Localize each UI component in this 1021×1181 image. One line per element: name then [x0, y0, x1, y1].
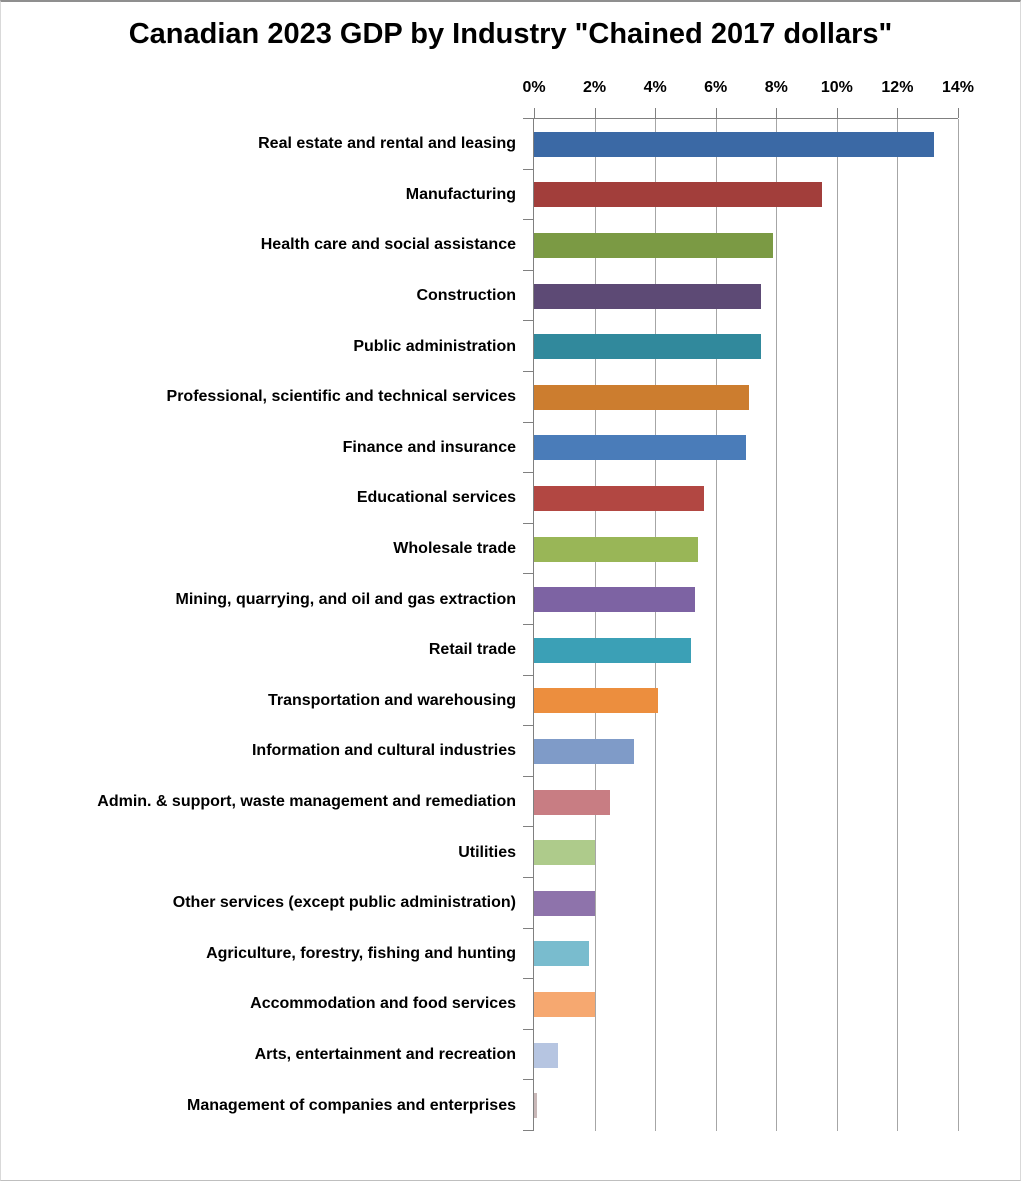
category-tick	[523, 118, 533, 119]
gridline	[776, 119, 777, 1131]
category-label: Transportation and warehousing	[267, 691, 516, 709]
bar	[534, 739, 634, 764]
category-label: Mining, quarrying, and oil and gas extraction	[175, 590, 516, 608]
bar	[534, 891, 595, 916]
category-axis-line	[533, 118, 534, 1131]
plot-area	[522, 79, 975, 1131]
category-tick	[523, 675, 533, 676]
gridline	[716, 119, 717, 1131]
bar	[534, 840, 595, 865]
bar	[534, 941, 589, 966]
bar	[534, 638, 691, 663]
value-axis-line	[534, 118, 958, 119]
category-label: Agriculture, forestry, fishing and hunting	[206, 944, 516, 962]
category-tick	[523, 270, 533, 271]
axis-tick	[534, 108, 535, 118]
x-tick-label: 14%	[941, 79, 975, 96]
axis-tick	[958, 108, 959, 118]
category-label: Retail trade	[428, 641, 516, 659]
x-tick-label: 0%	[522, 79, 546, 96]
category-tick	[523, 725, 533, 726]
category-tick	[523, 472, 533, 473]
bar	[534, 233, 773, 258]
bar	[534, 435, 746, 460]
category-tick	[523, 371, 533, 372]
category-tick	[523, 1079, 533, 1080]
category-label: Educational services	[356, 489, 516, 507]
category-tick	[523, 826, 533, 827]
category-label: Manufacturing	[405, 185, 516, 203]
gridline	[958, 119, 959, 1131]
bar	[534, 537, 698, 562]
bar	[534, 486, 704, 511]
bar	[534, 334, 761, 359]
category-tick	[523, 624, 533, 625]
category-tick	[523, 219, 533, 220]
axis-tick	[897, 108, 898, 118]
bar	[534, 385, 749, 410]
category-label: Professional, scientific and technical services	[166, 388, 516, 406]
x-tick-label: 8%	[764, 79, 788, 96]
category-tick	[523, 422, 533, 423]
x-tick-label: 12%	[881, 79, 914, 96]
axis-tick	[655, 108, 656, 118]
x-tick-label: 6%	[704, 79, 728, 96]
gridline	[655, 119, 656, 1131]
category-label: Real estate and rental and leasing	[258, 135, 516, 153]
bar	[534, 284, 761, 309]
gridline	[595, 119, 596, 1131]
category-label: Construction	[416, 287, 516, 305]
category-label: Admin. & support, waste management and remediation	[97, 793, 516, 811]
category-tick	[523, 169, 533, 170]
x-tick-label: 2%	[583, 79, 607, 96]
category-label: Health care and social assistance	[260, 236, 516, 254]
category-tick	[523, 573, 533, 574]
bar	[534, 790, 610, 815]
category-tick	[523, 320, 533, 321]
bar	[534, 1043, 558, 1068]
category-tick	[523, 1130, 533, 1131]
axis-tick	[595, 108, 596, 118]
category-tick	[523, 877, 533, 878]
bar	[534, 688, 658, 713]
gridline	[897, 119, 898, 1131]
bar	[534, 132, 934, 157]
category-label: Other services (except public administration)	[172, 894, 516, 912]
bar	[534, 182, 822, 207]
x-tick-label: 10%	[820, 79, 853, 96]
x-tick-label: 4%	[643, 79, 667, 96]
axis-tick	[776, 108, 777, 118]
axis-tick	[837, 108, 838, 118]
category-label: Utilities	[458, 843, 516, 861]
category-label: Information and cultural industries	[251, 742, 516, 760]
category-label: Management of companies and enterprises	[187, 1096, 516, 1114]
bar	[534, 1093, 537, 1118]
gridline	[837, 119, 838, 1131]
axis-tick	[716, 108, 717, 118]
category-label: Arts, entertainment and recreation	[254, 1046, 516, 1064]
category-tick	[523, 1029, 533, 1030]
category-label: Wholesale trade	[393, 540, 516, 558]
category-tick	[523, 928, 533, 929]
category-label: Accommodation and food services	[250, 995, 516, 1013]
category-label: Public administration	[353, 337, 516, 355]
bar	[534, 992, 595, 1017]
category-tick	[523, 523, 533, 524]
bar	[534, 587, 695, 612]
category-label: Finance and insurance	[342, 438, 516, 456]
category-tick	[523, 776, 533, 777]
chart-title: Canadian 2023 GDP by Industry "Chained 2017 dollars"	[128, 18, 893, 50]
category-tick	[523, 978, 533, 979]
